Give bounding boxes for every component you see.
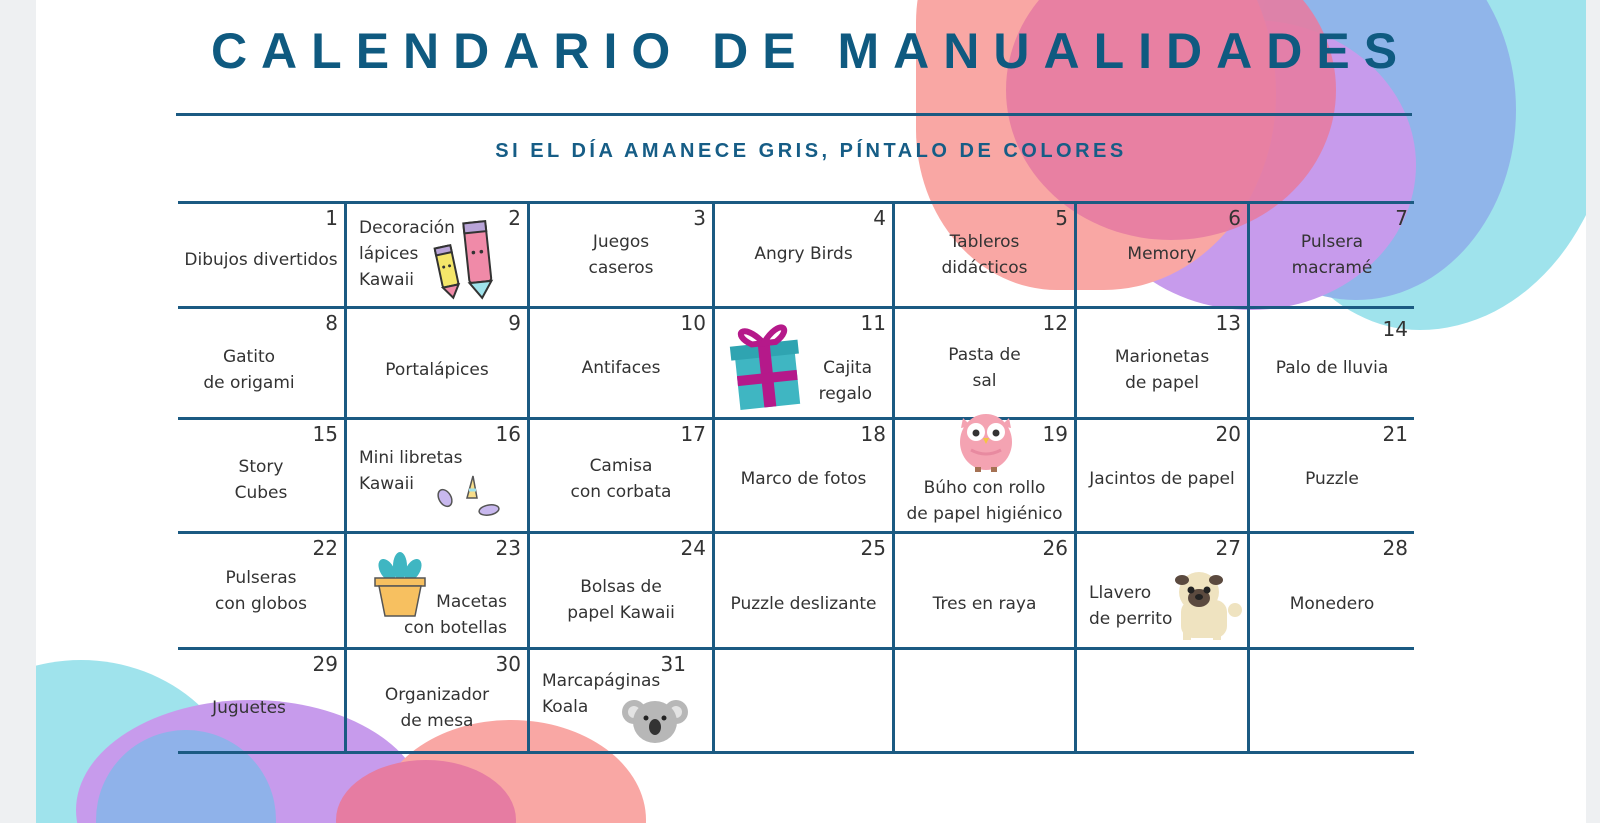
activity-label: sal xyxy=(972,371,997,391)
activity-label: Juegos xyxy=(592,232,650,252)
activity-label: Pasta de xyxy=(948,345,1021,365)
activity-label: de papel higiénico xyxy=(906,504,1063,524)
activity-label: Koala xyxy=(542,697,589,717)
day-cell-20 xyxy=(1077,420,1247,531)
activity-label: Puzzle xyxy=(1305,469,1359,489)
day-cell-17 xyxy=(530,420,712,531)
activity-label: regalo xyxy=(818,384,872,404)
activity-label: Memory xyxy=(1127,244,1197,264)
activity-label: Story xyxy=(238,457,284,477)
day-number: 4 xyxy=(873,206,886,230)
day-number: 22 xyxy=(312,536,338,560)
day-number: 13 xyxy=(1215,311,1241,335)
activity-label: Tableros xyxy=(949,232,1020,252)
day-cell-11 xyxy=(715,309,892,417)
activity-label: Organizador xyxy=(384,685,490,705)
activity-label: Juguetes xyxy=(212,698,286,718)
day-cell-6 xyxy=(1077,204,1247,306)
day-number: 17 xyxy=(680,422,706,446)
day-number: 6 xyxy=(1228,206,1241,230)
activity-label: Portalápices xyxy=(385,360,489,380)
grid-line xyxy=(178,751,1414,754)
activity-label: didácticos xyxy=(941,258,1028,278)
activity-label: Marco de fotos xyxy=(740,469,867,489)
day-number: 21 xyxy=(1382,422,1408,446)
activity-label: Marionetas xyxy=(1114,347,1210,367)
day-number: 2 xyxy=(508,206,521,230)
day-cell-24 xyxy=(530,534,712,647)
activity-label: Bolsas de xyxy=(580,577,662,597)
activity-label: Gatito xyxy=(222,347,276,367)
activity-label: Cubes xyxy=(234,483,288,503)
activity-label: Tres en raya xyxy=(932,594,1037,614)
leaves-icon xyxy=(433,472,503,522)
activity-label: Búho con rollo xyxy=(923,478,1046,498)
activity-label: Palo de lluvia xyxy=(1275,358,1389,378)
day-number: 20 xyxy=(1215,422,1241,446)
activity-label: caseros xyxy=(588,258,654,278)
activity-label: Macetas xyxy=(436,592,507,612)
activity-label: Kawaii xyxy=(359,270,415,290)
day-number: 31 xyxy=(660,652,686,676)
empty-cell xyxy=(715,650,892,751)
day-number: 9 xyxy=(508,311,521,335)
day-cell-1 xyxy=(178,204,344,306)
activity-label: Decoración xyxy=(359,218,455,238)
calendar-grid xyxy=(178,201,1414,767)
day-number: 15 xyxy=(312,422,338,446)
day-cell-28 xyxy=(1250,534,1414,647)
activity-label: con corbata xyxy=(570,482,672,502)
day-cell-12 xyxy=(895,309,1074,417)
day-number: 10 xyxy=(680,311,706,335)
day-cell-23 xyxy=(347,534,527,647)
day-cell-7 xyxy=(1250,204,1414,306)
day-cell-16 xyxy=(347,420,527,531)
day-cell-19 xyxy=(895,420,1074,531)
day-cell-3 xyxy=(530,204,712,306)
page-title: CALENDARIO DE MANUALIDADES xyxy=(210,23,1412,79)
activity-label: Pulsera xyxy=(1300,232,1364,252)
day-number: 23 xyxy=(495,536,521,560)
day-number: 7 xyxy=(1395,206,1408,230)
calendar-page xyxy=(36,0,1586,823)
day-number: 18 xyxy=(860,422,886,446)
activity-label: Llavero xyxy=(1089,583,1152,603)
day-number: 1 xyxy=(325,206,338,230)
day-cell-26 xyxy=(895,534,1074,647)
empty-cell xyxy=(1077,650,1247,751)
day-number: 8 xyxy=(325,311,338,335)
activity-label: Monedero xyxy=(1289,594,1375,614)
day-cell-13 xyxy=(1077,309,1247,417)
day-cell-10 xyxy=(530,309,712,417)
activity-label: papel Kawaii xyxy=(567,603,675,623)
activity-label: Cajita xyxy=(823,358,872,378)
day-cell-9 xyxy=(347,309,527,417)
day-number: 14 xyxy=(1382,317,1408,341)
activity-label: Antifaces xyxy=(581,358,661,378)
day-number: 26 xyxy=(1042,536,1068,560)
day-cell-25 xyxy=(715,534,892,647)
day-number: 5 xyxy=(1055,206,1068,230)
activity-label: con botellas xyxy=(404,618,507,638)
day-cell-8 xyxy=(178,309,344,417)
activity-label: de origami xyxy=(203,373,295,393)
plant-pot-icon xyxy=(371,548,429,618)
day-cell-14 xyxy=(1250,309,1414,417)
page-subtitle: SI EL DÍA AMANECE GRIS, PÍNTALO DE COLORES xyxy=(495,140,1127,162)
activity-label: Camisa xyxy=(589,456,653,476)
title-divider xyxy=(176,113,1412,116)
activity-label: de papel xyxy=(1125,373,1199,393)
day-number: 25 xyxy=(860,536,886,560)
day-cell-4 xyxy=(715,204,892,306)
activity-label: lápices xyxy=(359,244,419,264)
activity-label: Puzzle deslizante xyxy=(730,594,877,614)
day-cell-29 xyxy=(178,650,344,751)
activity-label: con globos xyxy=(215,594,307,614)
activity-label: Marcapáginas xyxy=(542,671,661,691)
empty-cell xyxy=(1250,650,1414,751)
day-number: 30 xyxy=(495,652,521,676)
day-cell-15 xyxy=(178,420,344,531)
day-cell-30 xyxy=(347,650,527,751)
activity-label: macramé xyxy=(1291,258,1373,278)
activity-label: de mesa xyxy=(400,711,474,731)
day-number: 24 xyxy=(680,536,706,560)
activity-label: Kawaii xyxy=(359,474,415,494)
day-cell-2 xyxy=(347,204,527,306)
activity-label: Mini libretas xyxy=(359,448,463,468)
empty-cell xyxy=(895,650,1074,751)
day-cell-5 xyxy=(895,204,1074,306)
pug-dog-icon xyxy=(1173,570,1245,642)
day-cell-18 xyxy=(715,420,892,531)
activity-label: Pulseras xyxy=(225,568,297,588)
owl-icon xyxy=(955,404,1017,474)
day-cell-27 xyxy=(1077,534,1247,647)
day-number: 16 xyxy=(495,422,521,446)
activity-label: Jacintos de papel xyxy=(1089,469,1235,489)
day-cell-22 xyxy=(178,534,344,647)
pencils-icon xyxy=(429,218,499,302)
day-number: 12 xyxy=(1042,311,1068,335)
koala-icon xyxy=(622,694,688,746)
day-number: 19 xyxy=(1042,422,1068,446)
gift-icon xyxy=(727,315,807,413)
day-cell-31 xyxy=(530,650,712,751)
day-cell-21 xyxy=(1250,420,1414,531)
day-number: 28 xyxy=(1382,536,1408,560)
day-number: 3 xyxy=(693,206,706,230)
day-number: 11 xyxy=(860,311,886,335)
day-number: 27 xyxy=(1215,536,1241,560)
activity-label: de perrito xyxy=(1089,609,1173,629)
day-number: 29 xyxy=(312,652,338,676)
activity-label: Dibujos divertidos xyxy=(184,250,338,270)
activity-label: Angry Birds xyxy=(754,244,853,264)
